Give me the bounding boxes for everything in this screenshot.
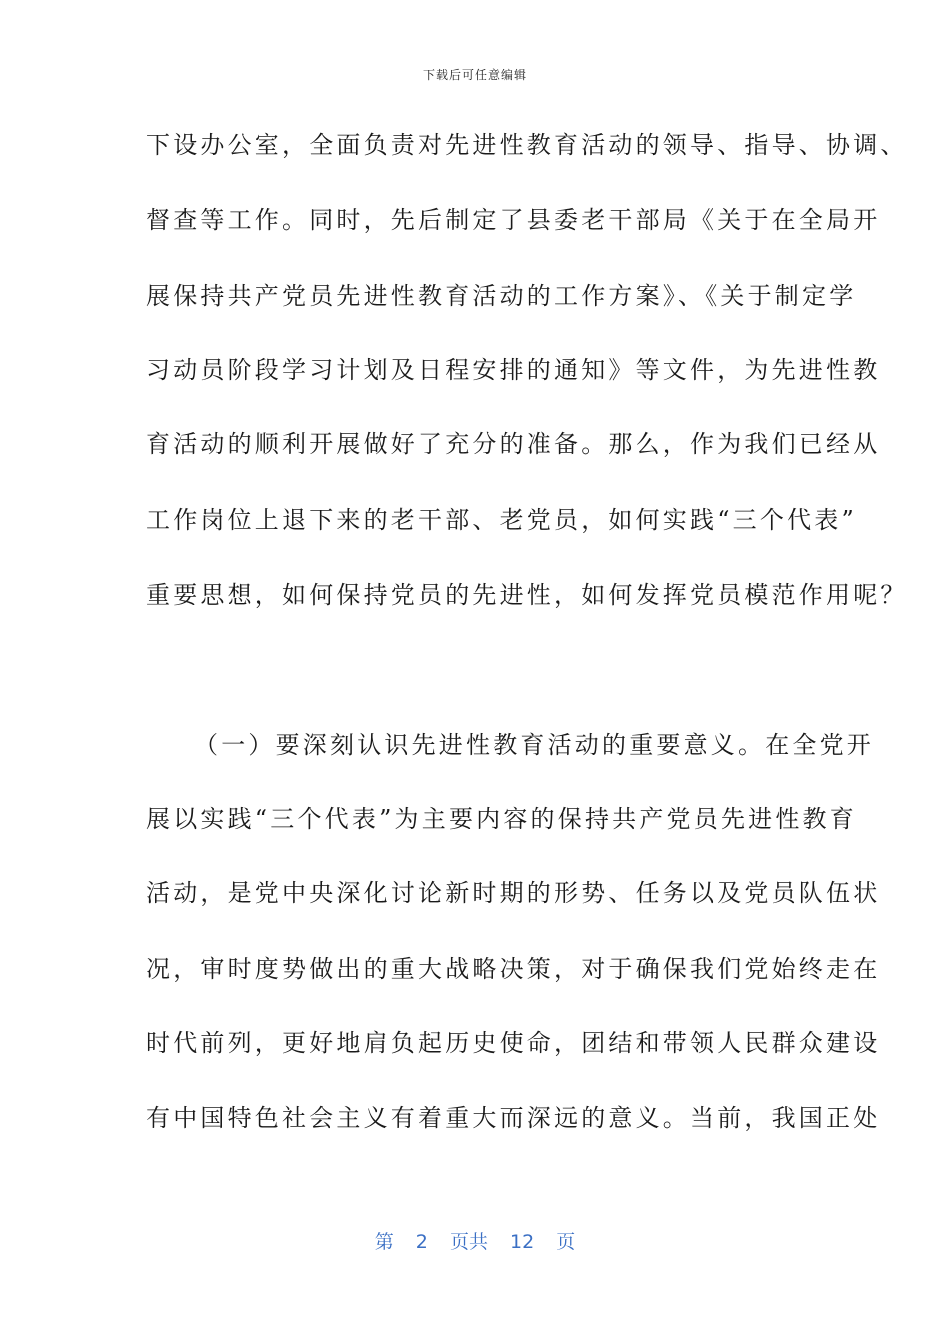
paragraph-line: 育活动的顺利开展做好了充分的准备。那么，作为我们已经从 [146,430,881,458]
page-header-note: 下载后可任意编辑 [422,68,527,82]
paragraph-line: 展保持共产党员先进性教育活动的工作方案》、《关于制定学 [146,282,857,310]
paragraph-line: 况，审时度势做出的重大战略决策，对于确保我们党始终走在 [146,955,881,983]
paragraph-line: 工作岗位上退下来的老干部、老党员，如何实践“三个代表” [146,506,857,534]
paragraph-line: 有中国特色社会主义有着重大而深远的意义。当前，我国正处 [146,1104,881,1132]
paragraph-line: 下设办公室，全面负责对先进性教育活动的领导、指导、协调、 [146,131,908,159]
footer-prefix: 第 [374,1231,394,1253]
paragraph-line: 活动，是党中央深化讨论新时期的形势、任务以及党员队伍状 [146,879,881,907]
footer-middle: 页共 [449,1231,488,1253]
paragraph-line: 重要思想，如何保持党员的先进性，如何发挥党员模范作用呢？ [146,581,908,609]
paragraph-line: 督查等工作。同时，先后制定了县委老干部局《关于在全局开 [146,206,881,234]
page-number-footer [0,1227,950,1254]
total-pages-number: 12 [510,1231,535,1253]
paragraph-line: 展以实践“三个代表”为主要内容的保持共产党员先进性教育 [146,805,857,833]
paragraph-line: （一）要深刻认识先进性教育活动的重要意义。在全党开 [194,731,874,759]
paragraph-line: 习动员阶段学习计划及日程安排的通知》等文件，为先进性教 [146,356,881,384]
paragraph-line: 时代前列，更好地肩负起历史使命，团结和带领人民群众建设 [146,1029,881,1057]
footer-suffix: 页 [556,1231,576,1253]
current-page-number: 2 [415,1231,428,1253]
